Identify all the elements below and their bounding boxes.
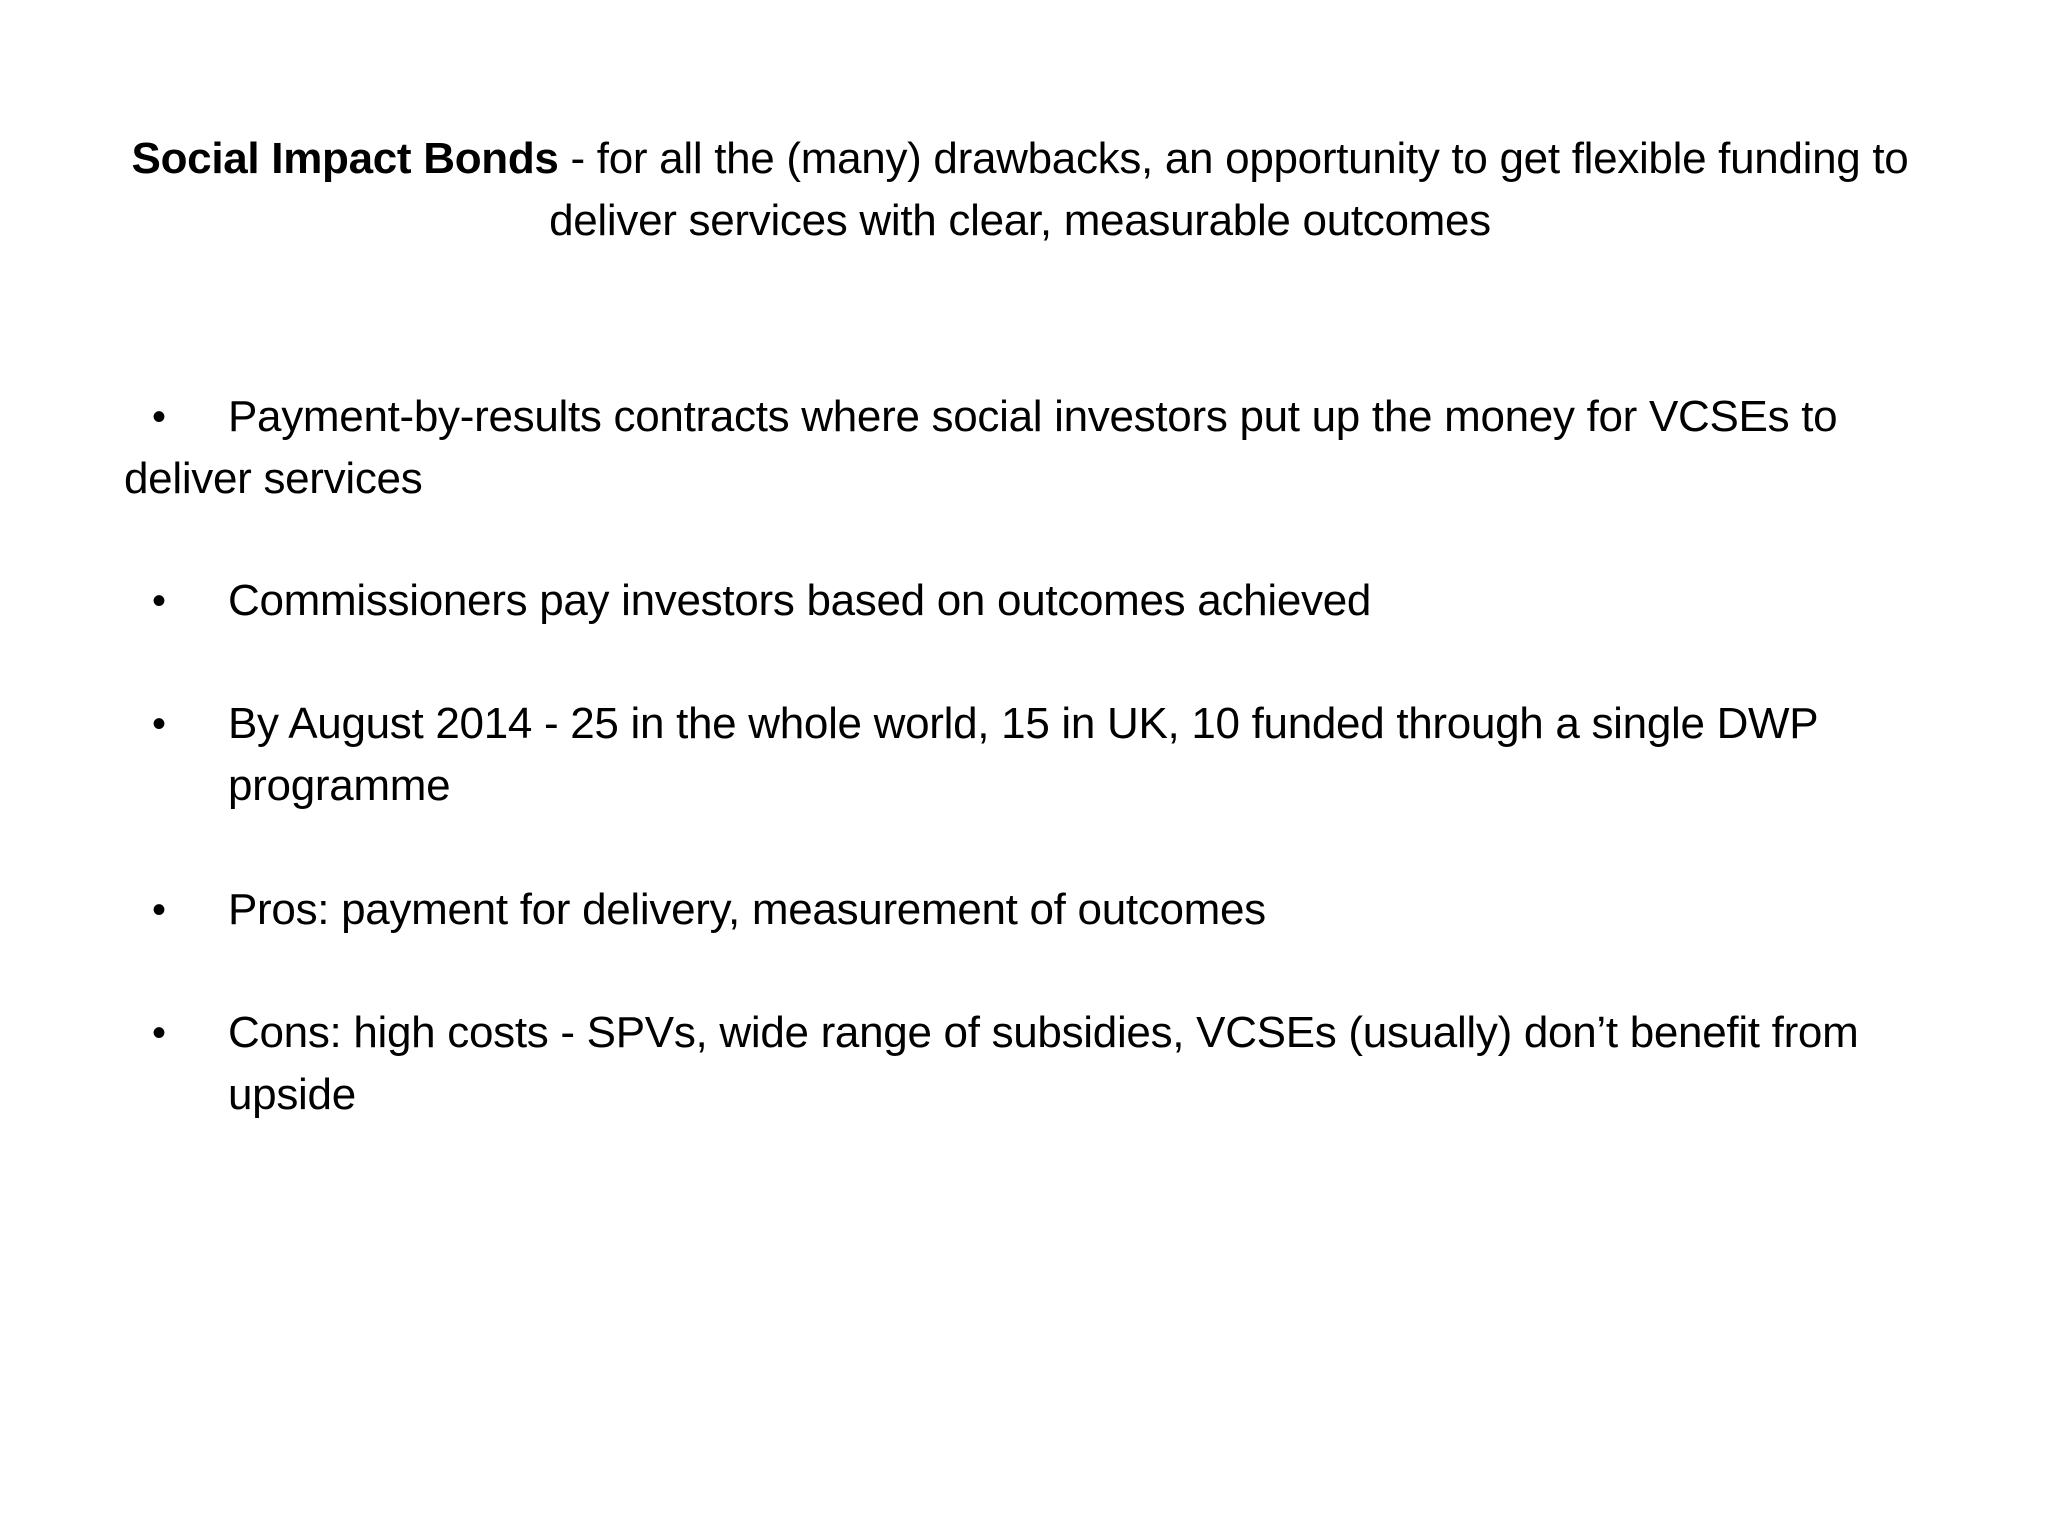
bullet-marker: • [152,888,166,932]
list-item [152,879,1928,941]
title-bold-part: Social Impact Bonds [131,134,559,183]
list-item-text: Commissioners pay investors based on outcomes achieved [228,576,1372,625]
list-item-text: Payment-by-results contracts where social investors put up the money for VCSEs to deliver services [124,392,1838,503]
bullet-marker: • [152,395,166,439]
bullet-marker: • [152,1011,166,1055]
list-item-text: Pros: payment for delivery, measurement of outcomes [228,885,1266,934]
bullet-marker: • [152,579,166,623]
bullet-marker: • [152,702,166,746]
list-item [152,693,1928,817]
list-item [124,386,1944,510]
list-item-text: By August 2014 - 25 in the whole world, 15 in UK, 10 funded through a single DWP programme [228,699,1818,810]
title-rest-part: - for all the (many) drawbacks, an opportunity to get flexible funding to deliver services with clear, measurable outcomes [549,134,1909,245]
list-item-text: Cons: high costs - SPVs, wide range of subsidies, VCSEs (usually) don’t benefit from upside [228,1008,1859,1119]
list-item [152,1002,1928,1126]
list-item [152,570,1928,632]
